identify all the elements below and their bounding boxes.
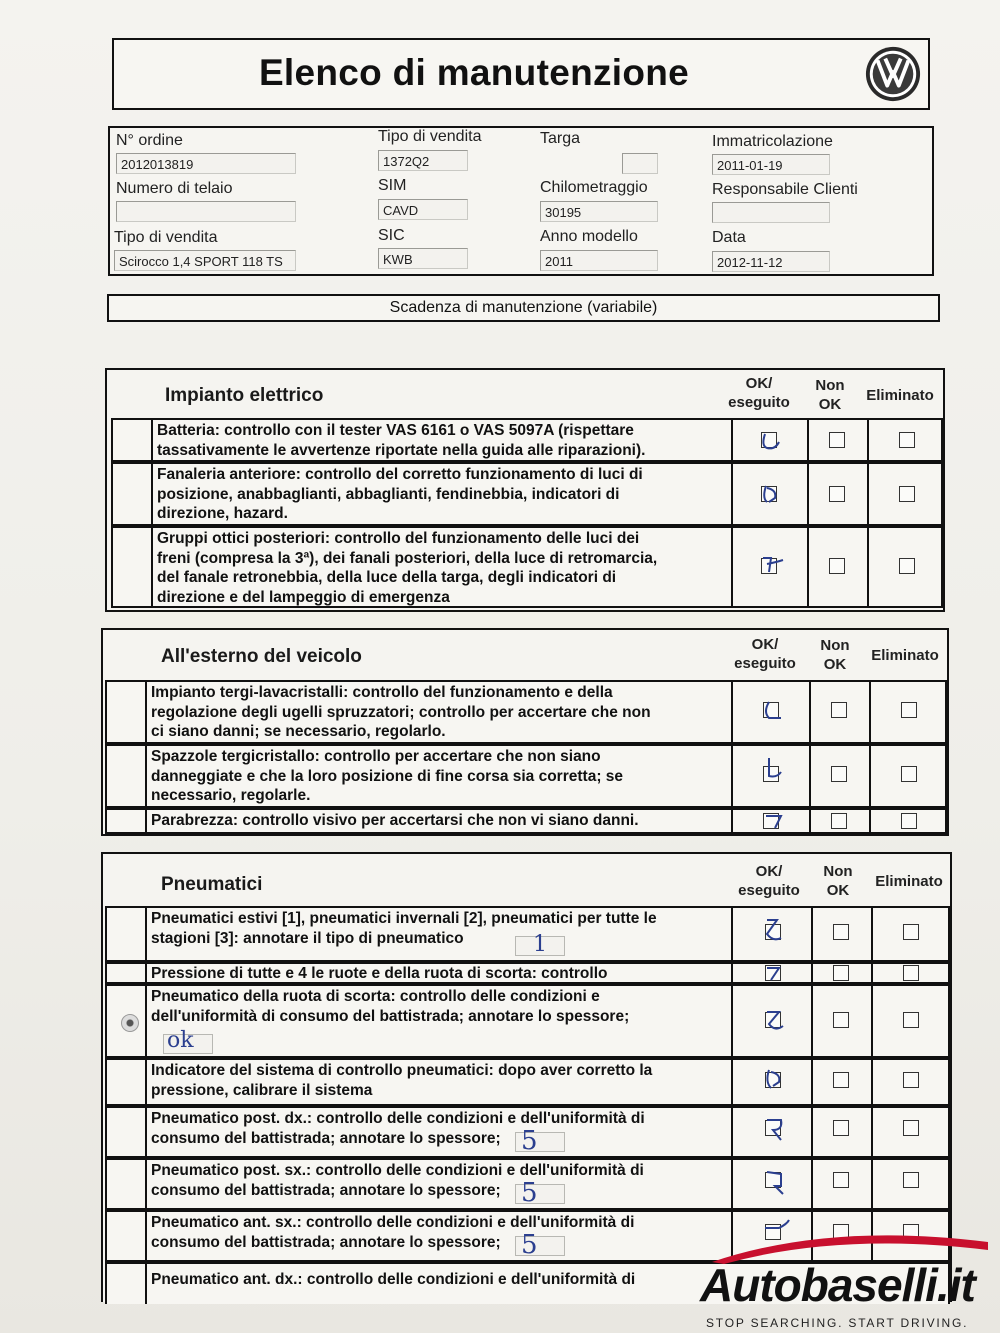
not-ok-checkbox[interactable] <box>833 1120 849 1136</box>
not-ok-checkbox[interactable] <box>831 702 847 718</box>
eliminated-checkbox[interactable] <box>903 1072 919 1088</box>
check-mark-icon <box>761 1114 789 1144</box>
dealer-tagline: STOP SEARCHING. START DRIVING. <box>706 1316 969 1330</box>
section-title: Impianto elettrico <box>165 385 324 406</box>
not-ok-checkbox[interactable] <box>829 558 845 574</box>
check-mark-icon <box>761 1066 789 1096</box>
customer-label: Responsabile Clienti <box>712 181 858 198</box>
customer-field[interactable] <box>712 202 830 223</box>
check-mark-icon <box>763 964 785 984</box>
row-text: Spazzole tergicristallo: controllo per accertare che non siano danneggiate e che la loro posizione di fine corsa sia corretta; se necessario, regolarle. <box>151 748 624 804</box>
row-text: Parabrezza: controllo visivo per accertarsi che non vi siano danni. <box>151 812 639 829</box>
plate-label: Targa <box>540 130 581 147</box>
eliminated-checkbox[interactable] <box>899 432 915 448</box>
chassis-field[interactable] <box>116 201 296 222</box>
section-title: All'esterno del veicolo <box>161 646 362 667</box>
check-mark-icon <box>757 426 785 454</box>
check-mark-icon <box>759 696 787 724</box>
not-ok-checkbox[interactable] <box>829 486 845 502</box>
model-year-label: Anno modello <box>540 228 638 245</box>
table-row <box>105 1158 950 1210</box>
sic-label: SIC <box>378 227 405 244</box>
table-row <box>105 680 947 744</box>
registration-field[interactable]: 2011-01-19 <box>712 154 830 175</box>
row-text: Batteria: controllo con il tester VAS 6161 o VAS 5097A (rispettare tassativamente le avvertenze riportate nella guida alle riparazioni). <box>157 422 646 459</box>
section-electrical <box>105 368 945 612</box>
table-row <box>111 462 943 526</box>
eliminated-checkbox[interactable] <box>899 558 915 574</box>
handwritten-note: ok <box>167 1028 194 1053</box>
date-field[interactable]: 2012-11-12 <box>712 251 830 272</box>
eliminated-checkbox[interactable] <box>901 766 917 782</box>
row-text: Gruppi ottici posteriori: controllo del funzionamento delle luci dei freni (compresa la 3ª), dei fanali posteriori, della luce di retromarcia, del fanale retronebbia, della luce della targa, degli indicatori di direzione e del lampeggio di emergenza <box>157 530 658 606</box>
row-text: Pneumatico post. sx.: controllo delle condizioni e dell'uniformità di consumo del battistrada; annotare lo spessore; <box>151 1162 644 1199</box>
check-mark-icon <box>757 480 785 508</box>
table-row <box>111 418 943 462</box>
table-row <box>105 962 950 984</box>
col-eliminated: Eliminato <box>866 387 934 404</box>
row-text: Pneumatici estivi [1], pneumatici invernali [2], pneumatici per tutte le stagioni [3]: annotare il tipo di pneumatico <box>151 910 657 947</box>
vehicle-info <box>108 126 934 276</box>
col-ok: OK/ eseguito <box>728 375 790 411</box>
table-row <box>105 1106 950 1158</box>
table-row <box>105 906 950 962</box>
eliminated-checkbox[interactable] <box>903 1172 919 1188</box>
sale-type-field[interactable]: 1372Q2 <box>378 150 468 171</box>
row-text: Impianto tergi-lavacristalli: controllo del funzionamento e della regolazione degli ugelli spruzzatori; controllo per accertare che non ci siano danni; se necessario, regolarlo. <box>151 684 651 740</box>
not-ok-checkbox[interactable] <box>831 766 847 782</box>
page-title: Elenco di manutenzione <box>258 52 690 93</box>
eliminated-checkbox[interactable] <box>899 486 915 502</box>
row-text: Pneumatico ant. sx.: controllo delle condizioni e dell'uniformità di consumo del battistrada; annotare lo spessore; <box>151 1214 635 1251</box>
eliminated-checkbox[interactable] <box>903 965 919 981</box>
col-not-ok: Non OK <box>823 863 853 899</box>
title-box <box>112 38 930 110</box>
plate-field[interactable] <box>622 153 658 174</box>
sale-type2-label: Tipo di vendita <box>114 229 218 246</box>
eliminated-checkbox[interactable] <box>901 702 917 718</box>
mileage-field[interactable]: 30195 <box>540 201 658 222</box>
chassis-label: Numero di telaio <box>116 180 233 197</box>
col-eliminated: Eliminato <box>875 873 943 890</box>
table-row <box>105 984 950 1058</box>
handwritten-note: 1 <box>533 932 547 957</box>
not-ok-checkbox[interactable] <box>831 813 847 829</box>
col-not-ok: Non OK <box>820 637 850 673</box>
table-row <box>105 744 947 808</box>
row-text: Fanaleria anteriore: controllo del corretto funzionamento di luci di posizione, anabbaglianti, abbaglianti, fendinebbia, indicatori di direzione, hazard. <box>157 466 643 522</box>
sic-field[interactable]: KWB <box>378 248 468 269</box>
row-text: Pneumatico ant. dx.: controllo delle condizioni e dell'uniformità di <box>151 1271 636 1288</box>
col-not-ok: Non OK <box>815 377 845 413</box>
eliminated-checkbox[interactable] <box>903 1012 919 1028</box>
row-text: Pressione di tutte e 4 le ruote e della ruota di scorta: controllo <box>151 965 608 982</box>
not-ok-checkbox[interactable] <box>833 1172 849 1188</box>
table-row <box>111 526 943 608</box>
model-year-field[interactable]: 2011 <box>540 250 658 271</box>
row-text: Pneumatico della ruota di scorta: controllo delle condizioni e dell'uniformità di consumo del battistrada; annotare lo spessore; <box>151 988 630 1025</box>
eliminated-checkbox[interactable] <box>903 1120 919 1136</box>
not-ok-checkbox[interactable] <box>833 924 849 940</box>
handwritten-note: 5 <box>521 1126 538 1156</box>
col-ok: OK/ eseguito <box>738 863 800 899</box>
sale-type-label: Tipo di vendita <box>378 128 482 145</box>
date-label: Data <box>712 229 746 246</box>
sim-field[interactable]: CAVD <box>378 199 468 220</box>
check-mark-icon <box>759 914 787 948</box>
schedule-bar: Scadenza di manutenzione (variabile) <box>107 294 940 322</box>
check-mark-icon <box>761 1004 789 1036</box>
row-text: Pneumatico post. dx.: controllo delle condizioni e dell'uniformità di consumo del battistrada; annotare lo spessore; <box>151 1110 645 1147</box>
section-title: Pneumatici <box>161 874 263 895</box>
selected-radio[interactable] <box>121 1014 139 1032</box>
row-text: Indicatore del sistema di controllo pneumatici: dopo aver corretto la pressione, calibrare il sistema <box>151 1062 653 1099</box>
not-ok-checkbox[interactable] <box>833 965 849 981</box>
mileage-label: Chilometraggio <box>540 179 648 196</box>
handwritten-note: 5 <box>521 1230 538 1260</box>
check-mark-icon <box>757 754 787 784</box>
dealer-watermark <box>690 1228 1000 1333</box>
vw-logo-icon <box>864 45 922 103</box>
dealer-logo-text: Autobaselli.it <box>700 1259 975 1311</box>
registration-label: Immatricolazione <box>712 133 833 150</box>
sim-label: SIM <box>378 177 407 194</box>
order-field[interactable]: 2012013819 <box>116 153 296 174</box>
check-mark-icon <box>761 1166 789 1198</box>
section-exterior <box>101 628 949 836</box>
col-ok: OK/ eseguito <box>734 636 796 672</box>
order-label: N° ordine <box>116 132 183 149</box>
eliminated-checkbox[interactable] <box>903 924 919 940</box>
table-row <box>105 1058 950 1106</box>
not-ok-checkbox[interactable] <box>833 1072 849 1088</box>
eliminated-checkbox[interactable] <box>901 813 917 829</box>
check-mark-icon <box>757 548 789 580</box>
not-ok-checkbox[interactable] <box>833 1012 849 1028</box>
check-mark-icon <box>761 810 787 834</box>
sale-type2-field[interactable]: Scirocco 1,4 SPORT 118 TS <box>114 250 296 271</box>
table-row <box>105 808 947 834</box>
handwritten-note: 5 <box>521 1178 538 1208</box>
col-eliminated: Eliminato <box>871 647 939 664</box>
not-ok-checkbox[interactable] <box>829 432 845 448</box>
